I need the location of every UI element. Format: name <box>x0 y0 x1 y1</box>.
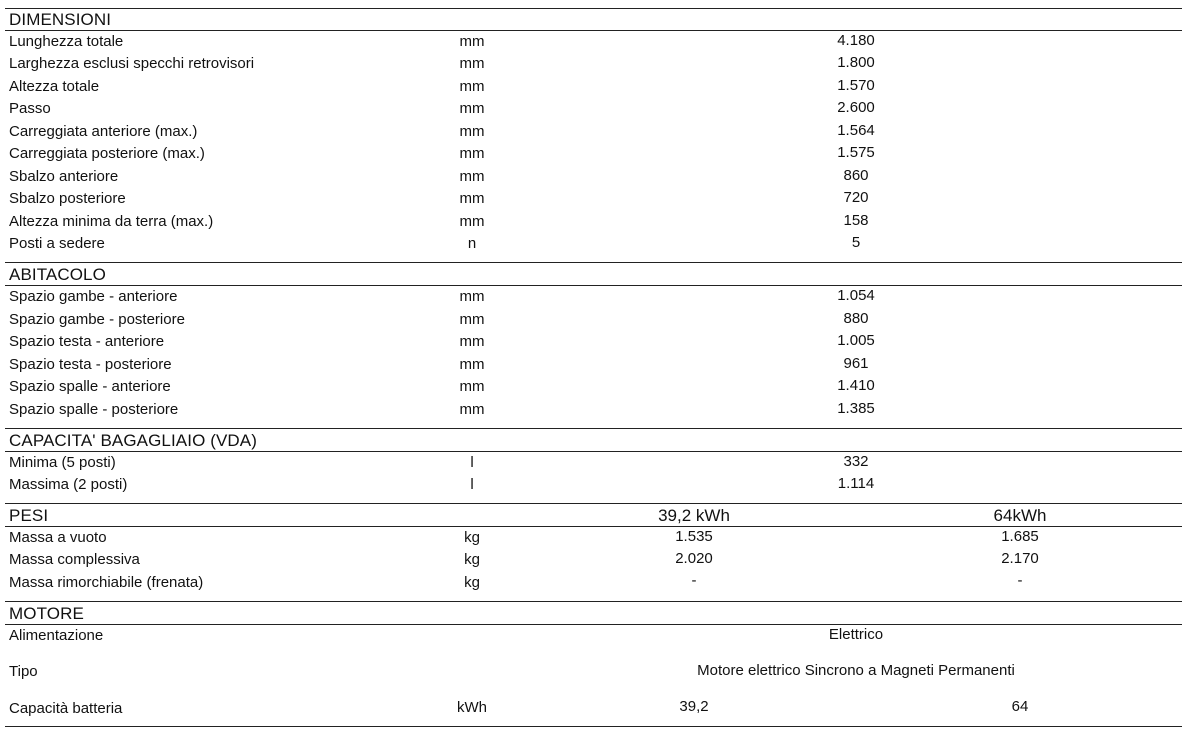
column-header-64kwh: 64kWh <box>993 506 1047 525</box>
row-unit: kg <box>464 529 480 546</box>
section-divider <box>5 30 1182 31</box>
row-unit: mm <box>459 100 485 117</box>
row-unit: mm <box>459 33 485 50</box>
column-header-39kwh: 39,2 kWh <box>658 506 730 525</box>
row-unit: mm <box>459 123 485 140</box>
row-unit: mm <box>459 190 485 207</box>
row-value-64kwh: 2.170 <box>1001 550 1039 567</box>
row-unit: mm <box>459 78 485 95</box>
row-value: 158 <box>843 212 869 229</box>
row-unit: mm <box>459 213 485 230</box>
row-value: 1.410 <box>837 377 875 394</box>
section-title-pesi: PESI <box>9 506 49 525</box>
row-unit: mm <box>459 378 485 395</box>
row-unit: mm <box>459 168 485 185</box>
row-unit: mm <box>459 401 485 418</box>
row-unit: mm <box>459 311 485 328</box>
row-label: Massa rimorchiabile (frenata) <box>9 574 204 591</box>
section-divider <box>5 262 1182 263</box>
row-label: Spazio spalle - anteriore <box>9 378 171 395</box>
row-unit: n <box>467 235 477 252</box>
row-label: Sbalzo anteriore <box>9 168 119 185</box>
row-label: Massa complessiva <box>9 551 140 568</box>
row-label: Spazio testa - anteriore <box>9 333 165 350</box>
row-label: Capacità batteria <box>9 700 123 717</box>
row-label: Lunghezza totale <box>9 33 124 50</box>
row-value: 5 <box>851 234 861 251</box>
section-divider <box>5 601 1182 602</box>
row-value: 961 <box>843 355 869 372</box>
section-divider <box>5 726 1182 727</box>
row-unit: kWh <box>457 699 487 716</box>
row-label: Posti a sedere <box>9 235 105 252</box>
section-title-abitacolo: ABITACOLO <box>9 265 106 284</box>
row-unit: l <box>470 476 474 493</box>
section-title-dimensioni: DIMENSIONI <box>9 10 112 29</box>
row-value: 1.385 <box>837 400 875 417</box>
row-unit: mm <box>459 356 485 373</box>
row-unit: mm <box>459 288 485 305</box>
row-label: Altezza totale <box>9 78 100 95</box>
section-divider <box>5 503 1182 504</box>
row-label: Spazio gambe - anteriore <box>9 288 178 305</box>
row-label: Carreggiata anteriore (max.) <box>9 123 198 140</box>
row-value-64kwh: 64 <box>1011 698 1029 715</box>
section-divider <box>5 624 1182 625</box>
row-label: Tipo <box>9 663 38 680</box>
row-label: Altezza minima da terra (max.) <box>9 213 214 230</box>
row-value: 720 <box>843 189 869 206</box>
row-label: Massa a vuoto <box>9 529 107 546</box>
row-label: Larghezza esclusi specchi retrovisori <box>9 55 255 72</box>
row-label: Passo <box>9 100 51 117</box>
row-value: 1.800 <box>837 54 875 71</box>
row-label: Carreggiata posteriore (max.) <box>9 145 205 162</box>
row-unit: mm <box>459 145 485 162</box>
row-value: 4.180 <box>837 32 875 49</box>
row-value: 1.005 <box>837 332 875 349</box>
row-value: 880 <box>843 310 869 327</box>
row-unit: kg <box>464 574 480 591</box>
section-title-motore: MOTORE <box>9 604 84 623</box>
row-value: Motore elettrico Sincrono a Magneti Permanenti <box>697 662 1015 679</box>
row-label: Spazio gambe - posteriore <box>9 311 185 328</box>
row-value-64kwh: 1.685 <box>1001 528 1039 545</box>
section-title-bagagliaio: CAPACITA' BAGAGLIAIO (VDA) <box>9 431 257 450</box>
row-value: 1.575 <box>837 144 875 161</box>
row-value-39kwh: - <box>691 572 697 589</box>
row-value-39kwh: 2.020 <box>675 550 713 567</box>
row-label: Alimentazione <box>9 627 104 644</box>
row-label: Sbalzo posteriore <box>9 190 126 207</box>
row-value: 1.564 <box>837 122 875 139</box>
row-value: 860 <box>843 167 869 184</box>
row-label: Massima (2 posti) <box>9 476 128 493</box>
row-value-64kwh: - <box>1017 572 1023 589</box>
row-unit: l <box>470 454 474 471</box>
row-unit: mm <box>459 333 485 350</box>
section-divider <box>5 8 1182 9</box>
section-divider <box>5 451 1182 452</box>
section-divider <box>5 285 1182 286</box>
row-value: Elettrico <box>828 626 884 643</box>
row-label: Minima (5 posti) <box>9 454 116 471</box>
row-label: Spazio spalle - posteriore <box>9 401 179 418</box>
row-value-39kwh: 39,2 <box>679 698 709 715</box>
section-divider <box>5 526 1182 527</box>
row-value: 2.600 <box>837 99 875 116</box>
row-unit: mm <box>459 55 485 72</box>
row-unit: kg <box>464 551 480 568</box>
row-value-39kwh: 1.535 <box>675 528 713 545</box>
row-value: 1.570 <box>837 77 875 94</box>
row-value: 1.114 <box>837 475 875 492</box>
section-divider <box>5 428 1182 429</box>
row-value: 1.054 <box>837 287 875 304</box>
row-label: Spazio testa - posteriore <box>9 356 172 373</box>
row-value: 332 <box>843 453 869 470</box>
